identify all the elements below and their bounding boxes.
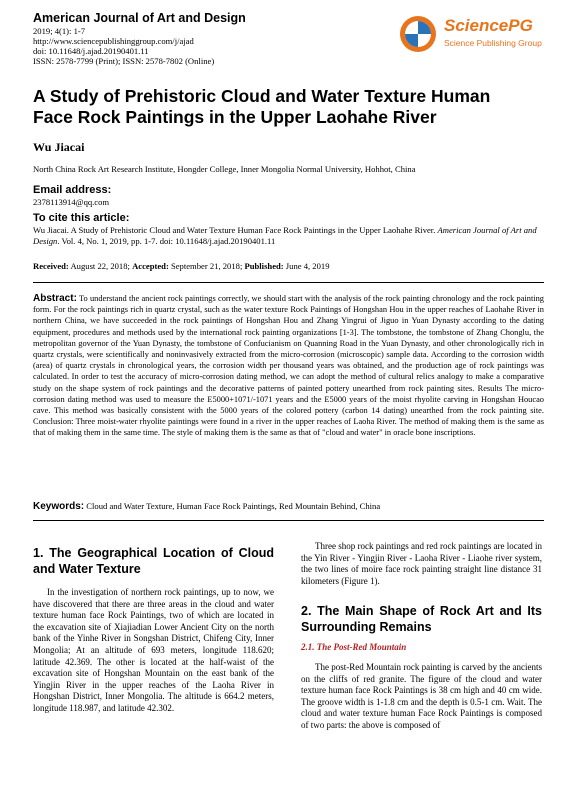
accepted-label: Accepted: bbox=[132, 261, 169, 271]
dates-line bbox=[33, 261, 330, 272]
left-column bbox=[33, 546, 274, 715]
received-date: August 22, 2018; bbox=[68, 261, 133, 271]
logo-name: SciencePG bbox=[444, 16, 533, 35]
email-label: Email address: bbox=[33, 184, 112, 196]
publisher-logo bbox=[398, 14, 553, 54]
received-label: Received: bbox=[33, 261, 69, 271]
right-column bbox=[301, 541, 542, 732]
citation-rest: . Vol. 4, No. 1, 2019, pp. 1-7. doi: 10.11648/j.ajad.20190401.11 bbox=[57, 236, 276, 246]
journal-title: American Journal of Art and Design bbox=[33, 11, 246, 25]
citation-text: Wu Jiacai. A Study of Prehistoric Cloud and Water Texture Human Face Rock Paintings in the Upper Laohahe River. bbox=[33, 225, 438, 235]
subsection-2-1-heading: 2.1. The Post-Red Mountain bbox=[301, 642, 407, 653]
author: Wu Jiacai bbox=[33, 140, 85, 154]
year-volume: 2019; 4(1): 1-7 bbox=[33, 26, 86, 36]
divider bbox=[33, 282, 544, 283]
section-1-heading: 1. The Geographical Location of Cloud and Water Texture bbox=[33, 546, 274, 576]
section-1-paragraph-2: Three shop rock paintings and red rock paintings are located in the Yin River - Yingjin River - Laoha River - Liaohe river system, the two lines of moire face rock painting straight line distance 31 kilometers (Figure 1). bbox=[301, 541, 542, 586]
sciencepg-logo-icon bbox=[398, 14, 438, 54]
divider bbox=[33, 520, 544, 521]
doi: doi: 10.11648/j.ajad.20190401.11 bbox=[33, 46, 149, 56]
published-label: Published: bbox=[244, 261, 284, 271]
email[interactable]: 2378113914@qq.com bbox=[33, 197, 110, 207]
abstract-text: To understand the ancient rock paintings correctly, we should start with the analysis of the rock painting chronology and the rock painting form. For the rock paintings rich in quartz crystal, such as the water texture Rock Paintings of Hongshan Hou in the upper reaches of Laohahe River in northern China, we have succeeded in the rock paintings of Hongshan Hou and Zhang Yingrui of Jiguo in Yuan Dynasty according to the dating equipment, procedures and methods used by the international rock painting organizations [1-3]. The tombstone, the tombstone of Zhang Chonglu, the metropolitan governor of the Yuan Dynasty, the tombstone of Confucianism on Quanning Road in the Yuan Dynasty, and other chronologically rich in quartz crystals, were scientifically and noninvasively extracted from the micro-corrosion (microscopic) sample data. According to the corrosion width (area) of quartz crystals in chronological years, the corrosion width per thousand years was obtained, and the production age of rock paintings was calculated. In order to test the accuracy of micro-corrosion dating method, we can adopt the method of cultural relics analogy to make a comparative study on the shape system of rock paintings and the decorative patterns of painted pottery unearthed from rock painting sites. Results The micro-corrosion dating method was used to measure the E5000+1071/-1071 years and the E5000 years of the moist rhyolite carving in Hongshan Houcao cave. This method was basically consistent with the 5000 years of the colored pottery (carbon 14 dating) unearthed from the rock painting site. Conclusion: Three moist-water rhyolite paintings were found in a river in the upper reaches of Laoha River. The method of making them is the same as that of making them in the same time. The style of making them is the same as that of "cloud and water" in oracle bone inscriptions. bbox=[33, 294, 544, 438]
logo-subtitle: Science Publishing Group bbox=[444, 38, 542, 48]
published-date: June 4, 2019 bbox=[283, 261, 330, 271]
issn: ISSN: 2578-7799 (Print); ISSN: 2578-7802 (Online) bbox=[33, 56, 215, 66]
journal-url[interactable]: http://www.sciencepublishinggroup.com/j/ajad bbox=[33, 36, 194, 46]
cite-label: To cite this article: bbox=[33, 212, 130, 224]
subsection-2-1-paragraph: The post-Red Mountain rock painting is carved by the ancients on the cliffs of red granite. The figure of the cloud and water texture human face Rock Paintings is 38 cm high and 40 cm wide. The groove width is 1-1.8 cm and the depth is 0.5-1 cm. Wait. The cloud and water texture human Face Rock Paintings is composed of two parts: the above is composed of bbox=[301, 661, 542, 730]
affiliation: North China Rock Art Research Institute, Hongder College, Inner Mongolia Normal University, Hohhot, China bbox=[33, 164, 416, 174]
accepted-date: September 21, 2018; bbox=[168, 261, 245, 271]
paper-title: A Study of Prehistoric Cloud and Water Texture Human Face Rock Paintings in the Upper Laohahe River bbox=[33, 86, 491, 127]
section-2-heading: 2. The Main Shape of Rock Art and Its Surrounding Remains bbox=[301, 604, 542, 634]
abstract bbox=[33, 293, 544, 439]
keywords-label: Keywords: bbox=[33, 501, 85, 512]
citation bbox=[33, 225, 544, 247]
keywords-text: Cloud and Water Texture, Human Face Rock Paintings, Red Mountain Behind, China bbox=[86, 501, 381, 511]
citation-journal: American Journal of Art and Design bbox=[33, 225, 537, 246]
section-1-paragraph: In the investigation of northern rock paintings, up to now, we have discovered that there are three areas in the cloud and water texture human face Rock Paintings, two of which are located in the excavation site of Xiajiadian Lower Ancient City on the north bank of the Yinhe River in Songshan District, Chifeng City, Inner Mongolia; At an altitude of 693 meters, longitude 118.620; latitude 42.369. The other is located at the half-waist of the excavation site of Hongshan Mountain on the east bank of the Yingjin River in the upper reaches of the Laoha River in Hongshan District, Inner Mongolia. The altitude is 664.2 meters, longitude 118.987, and latitude 42.302. bbox=[33, 587, 274, 713]
abstract-label: Abstract: bbox=[33, 293, 77, 304]
keywords bbox=[33, 501, 544, 512]
